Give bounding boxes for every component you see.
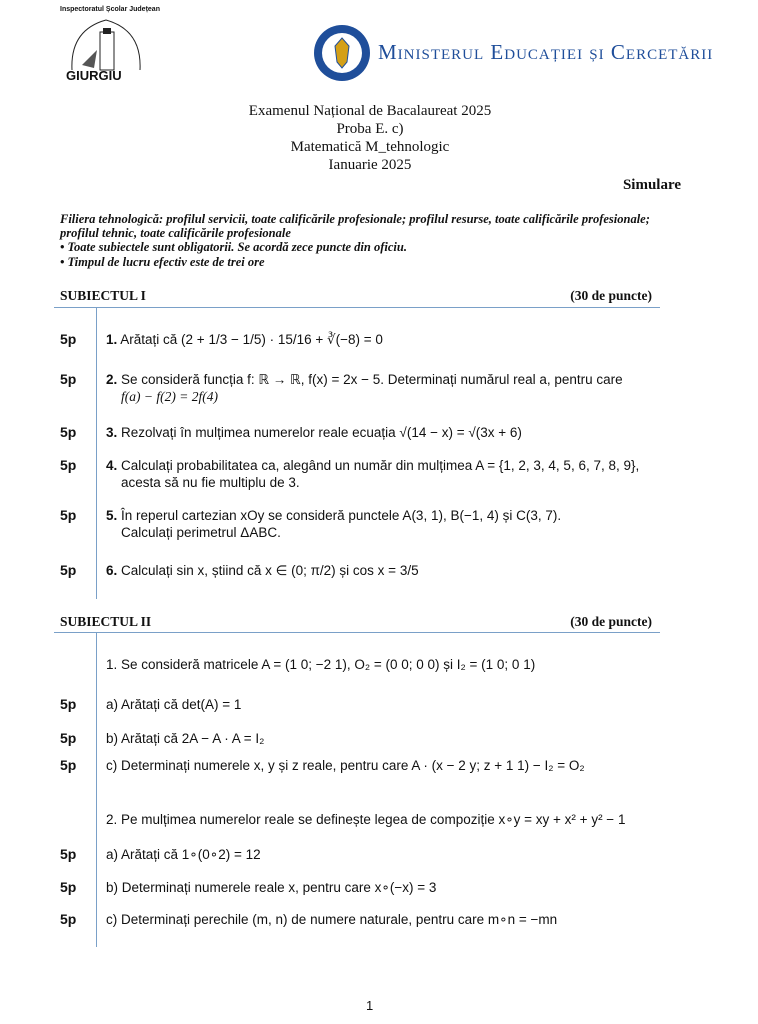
section-1-rule [54, 307, 660, 308]
section-1-vline [96, 307, 97, 599]
section-2-title: SUBIECTUL II [60, 614, 152, 629]
problem-5: 5. În reperul cartezian xOy se consideră punctele A(3, 1), B(−1, 4) și C(3, 7). Calculați perimetrul ΔABC. [106, 508, 562, 540]
problem-2-2a: a) Arătați că 1∘(0∘2) = 12 [106, 847, 261, 862]
inspectorate-logo-text: GIURGIU [66, 68, 122, 83]
points-label: 5p [60, 424, 77, 440]
section-1-points: (30 de puncte) [570, 288, 652, 303]
problem-3: 3. Rezolvați în mulțimea numerelor reale ecuația √(14 − x) = √(3x + 6) [106, 425, 522, 440]
points-label: 5p [60, 696, 77, 712]
ministry-title: Ministerul Educației și Cercetării [378, 40, 714, 64]
section-2-header [60, 614, 660, 630]
points-label: 5p [60, 730, 77, 746]
government-logo [313, 24, 371, 82]
exam-subject: Matematică M_tehnologic [290, 139, 450, 155]
problem-2-2-statement: 2. Pe mulțimea numerelor reale se definește legea de compoziție x∘y = xy + x² + y² − 1 [106, 812, 626, 827]
problem-2: 2. Se consideră funcția f: ℝ → ℝ, f(x) = 2x − 5. Determinați numărul real a, pentru care f(a) − f(2) = 2f(4) [106, 372, 623, 404]
points-label: 5p [60, 507, 77, 523]
exam-title: Examenul Național de Bacalaureat 2025 [248, 103, 492, 119]
problem-2-2b: b) Determinați numerele reale x, pentru care x∘(−x) = 3 [106, 880, 437, 895]
points-label: 5p [60, 331, 77, 347]
intro-line-1: Filiera tehnologică: profilul servicii, toate calificările profesionale; profilul resurse, toate calificările profesionale; [60, 212, 650, 226]
inspectorate-logo-arc: Inspectoratul Școlar Județean [60, 6, 160, 13]
problem-2-1c: c) Determinați numerele x, y și z reale, pentru care A · (x − 2 y; z + 1 1) − I₂ = O₂ [106, 758, 585, 773]
exam-date: Ianuarie 2025 [328, 157, 412, 173]
intro-line-3: • Toate subiectele sunt obligatorii. Se acordă zece puncte din oficiu. [60, 240, 407, 254]
points-label: 5p [60, 911, 77, 927]
points-label: 5p [60, 879, 77, 895]
points-label: 5p [60, 562, 77, 578]
exam-proba: Proba E. c) [336, 121, 404, 137]
section-1-title: SUBIECTUL I [60, 288, 146, 303]
simulare-label: Simulare [622, 177, 681, 193]
points-label: 5p [60, 757, 77, 773]
problem-2-2c: c) Determinați perechile (m, n) de numere naturale, pentru care m∘n = −mn [106, 912, 558, 927]
problem-2-1b: b) Arătați că 2A − A · A = I₂ [106, 731, 265, 746]
problem-6: 6. Calculați sin x, știind că x ∈ (0; π/2) și cos x = 3/5 [106, 563, 419, 578]
intro-line-4: • Timpul de lucru efectiv este de trei ore [60, 255, 265, 269]
problem-1: 1. Arătați că (2 + 1/3 − 1/5) · 15/16 + ∛(−8) = 0 [106, 332, 383, 347]
problem-4: 4. Calculați probabilitatea ca, alegând un număr din mulțimea A = {1, 2, 3, 4, 5, 6, 7, 8, 9}, acesta să nu fie multiplu de 3. [106, 458, 640, 490]
problem-2-1-statement: 1. Se consideră matricele A = (1 0; −2 1), O₂ = (0 0; 0 0) și I₂ = (1 0; 0 1) [106, 657, 536, 672]
points-label: 5p [60, 457, 77, 473]
problem-2-1a: a) Arătați că det(A) = 1 [106, 697, 242, 712]
page-number: 1 [366, 998, 374, 1013]
section-2-vline [96, 632, 97, 947]
points-label: 5p [60, 846, 77, 862]
intro-line-2: profilul tehnic, toate calificările profesionale [60, 226, 291, 240]
section-2-points: (30 de puncte) [570, 614, 652, 629]
points-label: 5p [60, 371, 77, 387]
section-1-header [60, 288, 660, 304]
section-2-rule [54, 632, 660, 633]
